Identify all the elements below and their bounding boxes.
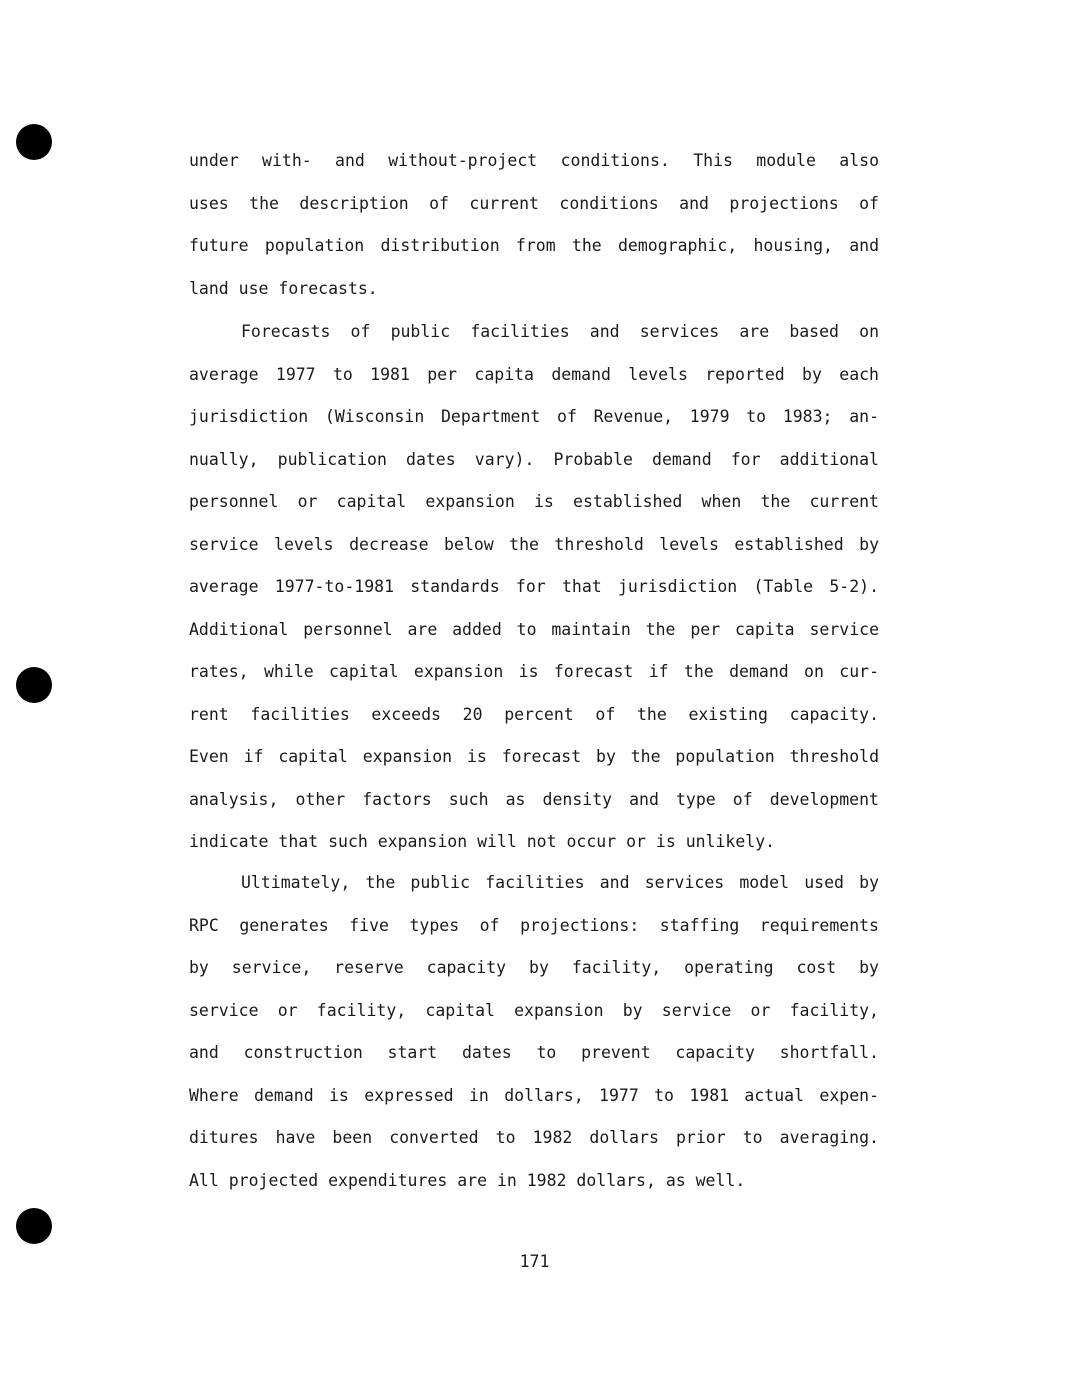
paragraph-2: [189, 311, 879, 864]
text-line: personnel or capital expansion is established when the current: [189, 492, 879, 511]
text-line: rates, while capital expansion is forecast if the demand on cur-: [189, 662, 879, 681]
text-line: Additional personnel are added to maintain the per capita service: [189, 619, 879, 639]
text-line: jurisdiction (Wisconsin Department of Revenue, 1979 to 1983; an-: [189, 407, 879, 426]
text-line: service or facility, capital expansion by service or facility,: [189, 1000, 879, 1020]
text-line: Ultimately, the public facilities and services model used by: [241, 873, 879, 892]
text-line: Forecasts of public facilities and services are based on: [241, 322, 879, 341]
text-line: Even if capital expansion is forecast by the population threshold: [189, 747, 879, 766]
text-line: service levels decrease below the threshold levels established by: [189, 534, 879, 554]
paragraph-1: [189, 140, 879, 310]
page-number: 171: [519, 1252, 550, 1271]
text-line: ditures have been converted to 1982 dollars prior to averaging.: [189, 1128, 879, 1147]
binder-hole: [16, 124, 52, 160]
text-line: analysis, other factors such as density and type of development: [189, 789, 879, 809]
text-line: Where demand is expressed in dollars, 1977 to 1981 actual expen-: [189, 1085, 879, 1105]
binder-hole: [16, 667, 52, 703]
text-line: average 1977 to 1981 per capita demand levels reported by each: [189, 364, 879, 384]
text-line: and construction start dates to prevent capacity shortfall.: [189, 1043, 879, 1062]
text-line: nually, publication dates vary). Probable demand for additional: [189, 449, 879, 469]
text-line: land use forecasts.: [189, 278, 378, 298]
text-line: average 1977-to-1981 standards for that jurisdiction (Table 5-2).: [189, 577, 879, 596]
paragraph-3: [189, 862, 879, 1202]
text-line: All projected expenditures are in 1982 dollars, as well.: [189, 1170, 746, 1190]
text-line: under with- and without-project conditions. This module also: [189, 151, 879, 170]
binder-hole: [16, 1208, 52, 1244]
text-line: rent facilities exceeds 20 percent of the existing capacity.: [189, 704, 879, 724]
text-line: uses the description of current conditions and projections of: [189, 193, 879, 213]
text-line: future population distribution from the demographic, housing, and: [189, 236, 879, 255]
text-line: indicate that such expansion will not occur or is unlikely.: [189, 832, 776, 851]
text-line: by service, reserve capacity by facility, operating cost by: [189, 958, 879, 977]
text-line: RPC generates five types of projections: staffing requirements: [189, 915, 879, 935]
